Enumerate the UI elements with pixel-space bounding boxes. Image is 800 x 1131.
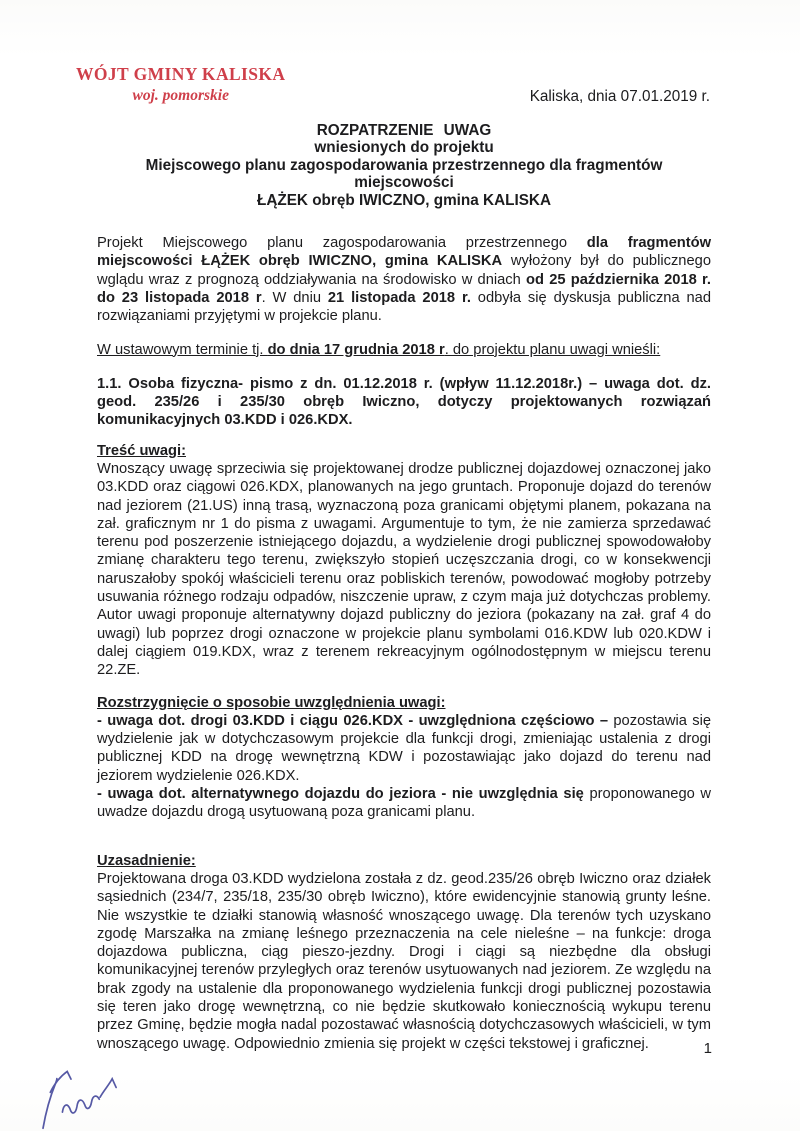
title-line-3: Miejscowego planu zagospodarowania przestrzennego dla fragmentów miejscowości <box>145 156 663 192</box>
intro-paragraph <box>97 234 711 325</box>
handwritten-signature-icon <box>21 1036 142 1131</box>
resolution-heading: Rozstrzygnięcie o sposobie uwzględnienia uwagi: <box>97 694 446 711</box>
text-run: . W dniu <box>261 289 328 306</box>
page-number: 1 <box>703 1040 712 1057</box>
text-run-bold: do dnia 17 grudnia 2018 r <box>267 341 445 358</box>
stamp-voivodeship: woj. pomorskie <box>132 86 229 104</box>
section-justification <box>97 852 711 1053</box>
comment-item-1-1: 1.1. Osoba fizyczna- pismo z dn. 01.12.2018 r. (wpływ 11.12.2018r.) – uwaga dot. dz. geod. 235/26 i 235/30 obręb Iwiczno, dotyczy projektowanych rozwiązań komunikacyjnych 03.KDD i 026.KDX. <box>97 375 711 429</box>
document-body <box>97 122 711 1053</box>
comment-content-text: Wnoszący uwagę sprzeciwia się projektowanej drodze publicznej dojazdowej oznaczonej jako 03.KDD oraz ciągowi 026.KDX, planowanych na jego gruntach. Proponuje dojazd do terenów nad jeziorem (21.US) inną trasą, wyznaczoną poza granicami objętymi planem, pokazana na zał. graficznym nr 1 do pisma z uwagami. Argumentuje to tym, że nie zamierza sprzedawać terenu pod poszerzenie istniejącego dojazdu, a wydzielenie drogi publicznej spowodowałoby zmianę charakteru tego terenu, zwiększyło stopień uczęszczania drogi, co w konsekwencji naruszałoby spokój właścicieli terenu oraz pobliskich terenów, powodować mogłoby potrzeby usuwania różnego rodzaju odpadów, niszczenie upraw, z czym maja już dotychczas problemy. Autor uwagi proponuje alternatywny dojazd publiczny do jeziora (pokazany na zał. graf 4 do uwagi) lub poprzez drogi oznaczone w projekcie planu symbolami 016.KDW lub 020.KDW i dalej ciągiem 019.KDX, wraz z terenem rekreacyjnym ogólnodostępnym w miejscu terenu 22.ZE. <box>97 461 711 679</box>
text-run-bold: - uwaga dot. alternatywnego dojazdu do jeziora - nie uwzględnia się <box>97 786 590 803</box>
text-run: wyłożony był do publicznego wglądu wraz z prognozą oddziaływania na środowisko w dniach <box>97 253 711 288</box>
text-run-bold: od 25 października 2018 r. do 23 listopada 2018 r <box>97 271 712 306</box>
title-line-2: wniesionych do projektu <box>314 139 494 157</box>
document-dateline: Kaliska, dnia 07.01.2019 r. <box>529 88 710 105</box>
text-run-bold: - uwaga dot. drogi 03.KDD i ciągu 026.KDX - uwzględniona częściowo – <box>97 712 614 729</box>
municipality-stamp <box>76 64 285 105</box>
resolution-point-1 <box>97 712 711 785</box>
document-title <box>97 122 711 209</box>
title-line-4: ŁĄŻEK obręb IWICZNO, gmina KALISKA <box>256 191 552 209</box>
section-comment-content <box>97 442 711 680</box>
text-run-bold: 21 listopada 2018 r. <box>327 289 471 306</box>
deadline-line <box>97 341 711 359</box>
text-run: Projekt Miejscowego planu zagospodarowania przestrzennego <box>97 235 587 252</box>
justification-heading: Uzasadnienie: <box>97 852 196 869</box>
comment-content-heading: Treść uwagi: <box>97 442 186 459</box>
text-run: pozostawia się wydzielenie jak w dotychczasowym projekcie dla funkcji drogi, zmieniając ustalenia z drogi publicznej KDD na drogę wewnętrzną KDW i pozostawiając jako dojazd do terenu nad jeziorem wydzielenie 026.KDX. <box>97 712 712 784</box>
text-run: W ustawowym terminie tj. <box>97 341 268 358</box>
text-run: . do projektu planu uwagi wnieśli: <box>444 341 661 358</box>
justification-text: Projektowana droga 03.KDD wydzielona została z dz. geod.235/26 obręb Iwiczno oraz działek sąsiednich (234/7, 235/18, 235/30 obręb Iwiczno), które ewidencyjnie stanowią grunty leśne. Nie wszystkie te działki stanowią własność wnoszącego uwagę. Dla terenów tych uzyskano zgodę Marszałka na zmianę leśnego przeznaczenia na cele nieleśne – na funkcje: droga dojazdowa publiczna, ciąg pieszo-jezdny. Drogi i ciągi są niezbędne dla obsługi komunikacyjnej terenów przyległych oraz terenów usytuowanych nad jeziorem. Ze względu na brak zgody na ustalenie dla proponowanego wydzielenia funkcji drogi publicznej pozostawia się teren jako drogę wewnętrzną, co nie będzie skutkowało koniecznością wykupu terenu przez Gminę, będzie mogła nadal pozostawać własnością dotychczasowych właścicieli, w tym wnoszącego uwagę. Odpowiednio zmienia się projekt w części tekstowej i graficznej. <box>97 870 711 1052</box>
text-run: proponowanego w uwadze dojazdu drogą usytuowaną poza granicami planu. <box>97 786 711 821</box>
section-resolution <box>97 694 711 822</box>
text-run: odbyła się dyskusja publiczna nad rozwiązaniami przyjętymi w projekcie planu. <box>97 289 711 325</box>
title-line-1: ROZPATRZENIE UWAG <box>316 122 492 139</box>
text-run-bold: dla fragmentów miejscowości ŁĄŻEK obręb IWICZNO, gmina KALISKA <box>97 235 711 270</box>
stamp-authority-name: WÓJT GMINY KALISKA <box>76 64 286 84</box>
resolution-point-2 <box>97 785 711 822</box>
